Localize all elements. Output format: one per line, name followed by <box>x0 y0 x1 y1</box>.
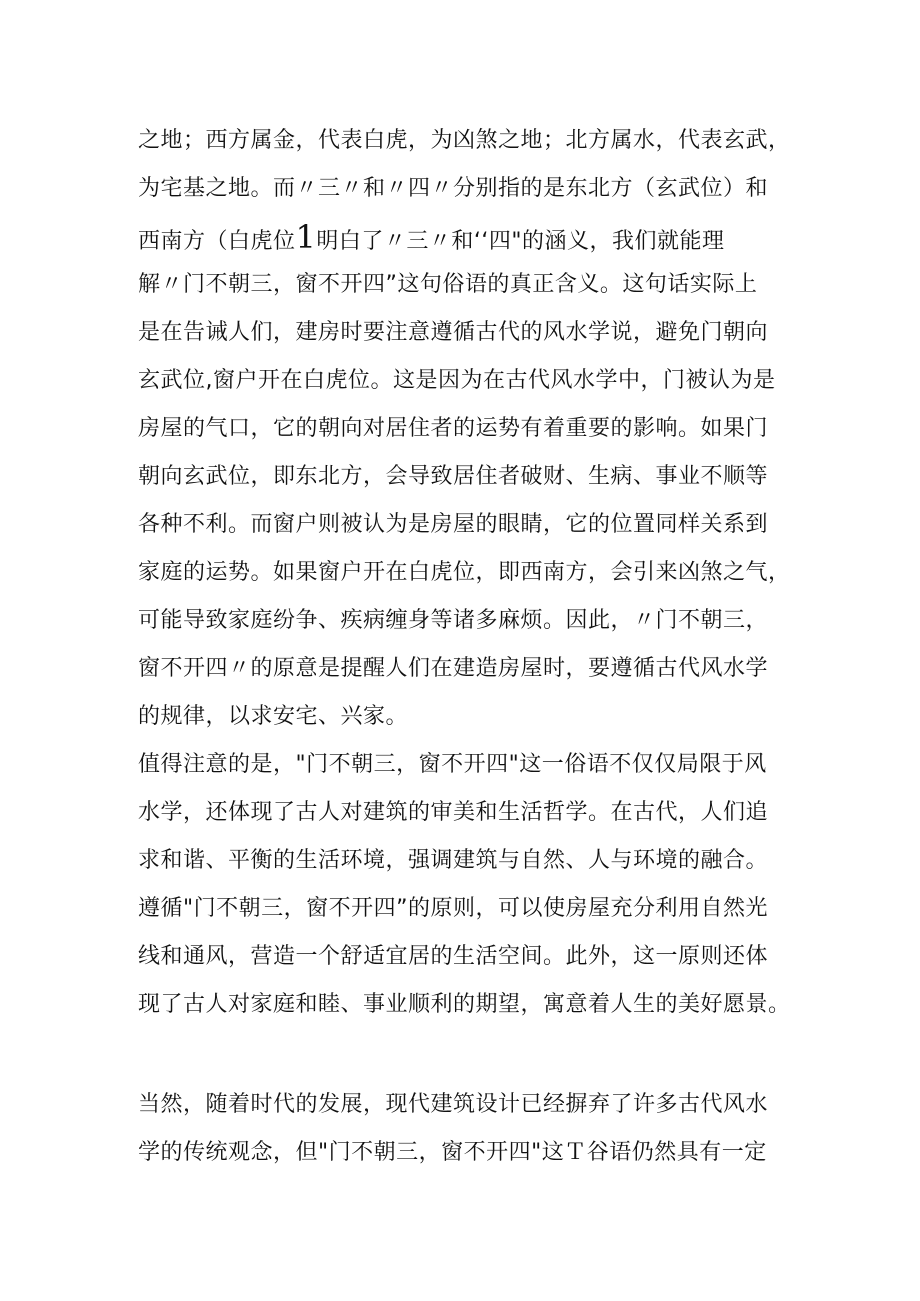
paragraph-2-line-4: 遵循"门不朝三，窗不开四”的原则，可以使房屋充分利用自然光 <box>138 896 769 921</box>
paragraph-1-line-9: 各种不利。而窗户则被认为是房屋的眼睛，它的位置同样关系到 <box>138 512 769 537</box>
paragraph-1-line-8: 朝向玄武位，即东北方，会导致居住者破财、生病、事业不顺等 <box>138 464 769 489</box>
paragraph-1-line-12: 窗不开四〃的原意是提醒人们在建造房屋时，要遵循古代风水学 <box>138 656 769 681</box>
paragraph-2-line-6: 现了古人对家庭和睦、事业顺利的期望，寓意着人生的美好愿景。 <box>138 992 791 1017</box>
paragraph-1-line-3-prefix: 西南方（白虎位 <box>138 229 296 254</box>
paragraph-1-line-5: 是在告诫人们，建房时要注意遵循古代的风水学说，避免门朝向 <box>138 320 769 345</box>
paragraph-2-line-3: 求和谐、平衡的生活环境，强调建筑与自然、人与环境的融合。 <box>138 848 769 873</box>
paragraph-1-line-7: 房屋的气口，它的朝向对居住者的运势有着重要的影响。如果门 <box>138 416 769 441</box>
paragraph-1-line-2: 为宅基之地。而〃三〃和〃四〃分别指的是东北方（玄武位）和 <box>138 176 769 201</box>
paragraph-3-line-1: 当然，随着时代的发展，现代建筑设计已经摒弃了许多古代风水 <box>138 1092 769 1117</box>
paragraph-2-line-1: 值得注意的是，"门不朝三，窗不开四"这一俗语不仅仅局限于风 <box>138 752 767 777</box>
paragraph-2-line-2: 水学，还体现了古人对建筑的审美和生活哲学。在古代，人们追 <box>138 800 769 825</box>
paragraph-2-line-5: 线和通风，营造一个舒适宜居的生活空间。此外，这一原则还体 <box>138 944 769 969</box>
paragraph-1-line-3 <box>138 218 838 257</box>
paragraph-3-line-2: 学的传统观念，但"门不朝三，窗不开四"这Ｔ谷语仍然具有一定 <box>138 1140 767 1165</box>
paragraph-1-line-13: 的规律，以求安宅、兴家。 <box>138 704 409 729</box>
paragraph-1-line-11: 可能导致家庭纷争、疾病缠身等诸多麻烦。因此，〃门不朝三， <box>138 608 769 633</box>
paragraph-1-line-4: 解〃门不朝三，窗不开四”这句俗语的真正含义。这句话实际上 <box>138 272 758 297</box>
paragraph-1-line-10: 家庭的运势。如果窗户开在白虎位，即西南方，会引来凶煞之气， <box>138 560 791 585</box>
paragraph-1-line-3-rest: 明白了〃三〃和‘‘四"的涵义，我们就能理 <box>316 229 725 254</box>
paragraph-1-line-3-numeral: 1 <box>295 218 317 256</box>
paragraph-1-line-6: 玄武位,窗户开在白虎位。这是因为在古代风水学中，门被认为是 <box>138 368 776 393</box>
paragraph-1-line-1: 之地；西方属金，代表白虎，为凶煞之地；北方属水，代表玄武， <box>138 128 791 153</box>
